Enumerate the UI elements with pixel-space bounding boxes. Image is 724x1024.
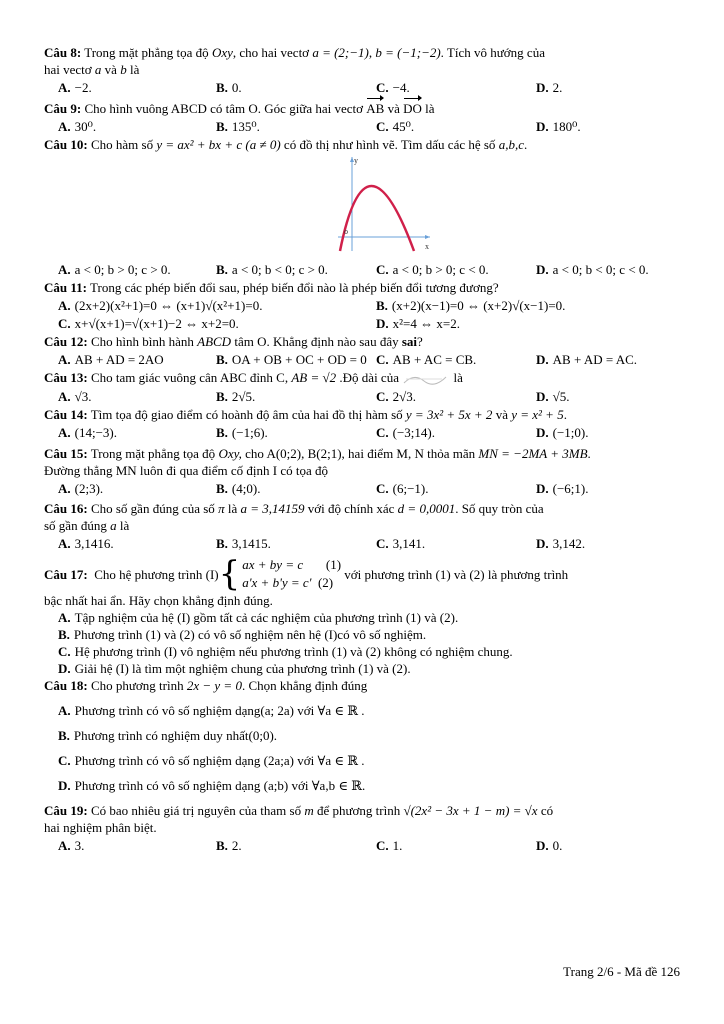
option-text: 2√5.: [231, 389, 256, 405]
option-text: Phương trình có vô số nghiệm dạng (a;b) với ∀a,b ∈ ℝ.: [74, 778, 366, 794]
option-text: 3,142.: [552, 536, 586, 552]
answer-option: [536, 79, 696, 96]
answer-option: [376, 315, 694, 332]
answer-option: [536, 351, 696, 368]
answer-option: [536, 424, 696, 441]
option-text: AB + AD = AC.: [552, 352, 638, 367]
vector-a: a = (2;−1): [312, 45, 369, 60]
option-letter: B.: [216, 425, 228, 441]
equation-system: { ax + by = c (1) a'x + b'y = c' (2): [218, 554, 342, 595]
option-text: (4;0).: [231, 481, 261, 497]
option-text: 30⁰.: [74, 119, 97, 134]
option-text: Tập nghiệm của hệ (I) gồm tất cả các nghiệm của phương trình (1) và (2).: [74, 610, 459, 626]
option-text: 2√3.: [392, 389, 417, 405]
option-letter: D.: [536, 838, 549, 854]
question-12: Câu 12: Cho hình bình hành ABCD tâm O. Khẳng định nào sau đây sai?: [44, 334, 423, 349]
option-letter: D.: [536, 262, 549, 277]
option-letter: D.: [536, 481, 549, 497]
answer-option: [376, 837, 536, 854]
option-letter: C.: [376, 80, 389, 95]
option-letter: B.: [216, 536, 228, 552]
answer-option: [376, 118, 536, 135]
y-label: y: [354, 156, 358, 165]
answer-option: [58, 660, 684, 677]
option-letter: A.: [58, 389, 71, 405]
question-label: Câu 15:: [44, 446, 88, 462]
vector-do: DO: [403, 97, 422, 117]
answer-option: [216, 388, 376, 405]
option-letter: C.: [376, 536, 389, 552]
option-text: 0.: [231, 80, 242, 95]
option-text: (−1;6).: [231, 425, 268, 441]
option-letter: A.: [58, 119, 71, 134]
option-text: (−6;1).: [552, 481, 589, 497]
answer-option: [536, 261, 696, 278]
option-letter: D.: [58, 661, 71, 677]
option-letter: C.: [376, 838, 389, 854]
option-text: 2.: [552, 80, 563, 95]
garbled-vector-image: [402, 371, 450, 387]
answer-option: [376, 79, 536, 96]
option-text: Giải hệ (I) là tìm một nghiệm chung của phương trình (1) và (2).: [74, 661, 411, 677]
answer-option: [536, 535, 696, 552]
vector-b: b = (−1;−2): [375, 45, 441, 60]
option-letter: C.: [58, 644, 71, 660]
question-14: Câu 14: Tìm tọa độ giao điểm có hoành độ âm của hai đồ thị hàm số y = 3x² + 5x + 2 và y = x² + 5.: [44, 407, 567, 423]
option-letter: A.: [58, 536, 71, 552]
question-label: Câu 10:: [44, 137, 88, 152]
option-text: a < 0; b < 0; c < 0.: [552, 262, 649, 277]
option-text: 180⁰.: [552, 119, 581, 134]
answer-option: [376, 351, 536, 368]
option-letter: B.: [216, 80, 228, 95]
question-label: Câu 9:: [44, 101, 82, 116]
answer-option: [536, 480, 696, 497]
option-letter: C.: [376, 389, 389, 405]
option-letter: B.: [216, 262, 228, 277]
option-letter: D.: [536, 425, 549, 441]
option-text: 3,1415.: [231, 536, 271, 552]
option-text: 1.: [392, 838, 403, 854]
question-label: Câu 11:: [44, 280, 87, 295]
option-letter: B.: [58, 728, 70, 744]
answer-option: [376, 480, 536, 497]
answer-option: [58, 752, 684, 769]
option-text: AB + AD = 2AO: [74, 352, 164, 367]
option-letter: A.: [58, 481, 71, 497]
option-letter: A.: [58, 838, 71, 854]
option-text: x+√(x+1)=√(x+1)−2 ⇔ x+2=0.: [74, 316, 239, 331]
question-label: Câu 19:: [44, 803, 88, 819]
option-text: −2.: [74, 80, 92, 95]
origin-label: o: [344, 227, 348, 236]
answer-option: [58, 424, 216, 441]
option-text: (x+2)(x−1)=0 ⇔ (x+2)√(x−1)=0.: [391, 298, 566, 313]
answer-option: [536, 118, 696, 135]
option-letter: B.: [216, 389, 228, 405]
answer-option: [58, 261, 216, 278]
option-text: OA + OB + OC + OD = 0: [231, 352, 367, 367]
option-text: (−1;0).: [552, 425, 589, 441]
answer-option: [58, 118, 216, 135]
option-text: 3,141.: [392, 536, 426, 552]
answer-option: [58, 79, 216, 96]
option-text: a < 0; b < 0; c > 0.: [231, 262, 328, 277]
question-9: Câu 9: Cho hình vuông ABCD có tâm O. Góc giữa hai vectơ AB và DO là: [44, 97, 684, 117]
answer-option: [376, 297, 694, 314]
option-text: (2x+2)(x²+1)=0 ⇔ (x+1)√(x²+1)=0.: [74, 298, 263, 313]
answer-option: [216, 351, 376, 368]
options-q11-cd: [58, 315, 684, 332]
answer-option: [58, 609, 684, 626]
option-text: 3.: [74, 838, 85, 854]
question-15: Câu 15: Trong mặt phẳng tọa độ Oxy, cho A(0;2), B(2;1), hai điểm M, N thỏa mãn MN = −2MA + 3MB. Đường thẳng MN luôn đi qua điểm cố định I có tọa độ: [44, 446, 591, 479]
option-text: Phương trình có vô số nghiệm dạng(a; 2a) với ∀a ∈ ℝ .: [74, 703, 365, 719]
option-letter: A.: [58, 610, 71, 626]
option-letter: C.: [376, 119, 389, 134]
option-letter: C.: [58, 753, 71, 769]
option-letter: D.: [536, 536, 549, 552]
option-letter: A.: [58, 703, 71, 719]
parabola-curve: [340, 186, 414, 251]
question-13: Câu 13: Cho tam giác vuông cân ABC đỉnh C, AB = √2 .Độ dài của là: [44, 369, 684, 387]
option-letter: B.: [376, 298, 388, 313]
question-18: Câu 18: Cho phương trình 2x − y = 0. Chọn khẳng định đúng: [44, 678, 368, 694]
question-16: Câu 16: Cho số gần đúng của số π là a = 3,14159 với độ chính xác d = 0,0001. Số quy tròn của số gần đúng a là: [44, 501, 544, 534]
question-label: Câu 18:: [44, 678, 88, 694]
option-text: x²=4 ⇔ x=2.: [392, 316, 460, 331]
option-text: Hệ phương trình (I) vô nghiệm nếu phương trình (1) và (2) không có nghiệm chung.: [74, 644, 513, 660]
options-q10: [58, 261, 684, 278]
option-letter: D.: [536, 389, 549, 405]
answer-option: [58, 702, 684, 719]
answer-option: [216, 261, 376, 278]
parabola-graph: [334, 155, 684, 259]
answer-option: [58, 837, 216, 854]
option-letter: B.: [216, 352, 228, 367]
option-text: (14;−3).: [74, 425, 117, 441]
option-text: 45⁰.: [392, 119, 415, 134]
answer-option: [58, 315, 376, 332]
question-19: Câu 19: Có bao nhiêu giá trị nguyên của tham số m để phương trình √(2x² − 3x + 1 − m) = √x có hai nghiệm phân biệt.: [44, 803, 554, 836]
option-letter: D.: [536, 352, 549, 367]
option-text: AB + AC = CB.: [392, 352, 477, 367]
option-text: √5.: [552, 389, 570, 405]
option-text: −4.: [392, 80, 410, 95]
option-text: Phương trình có vô số nghiệm dạng (2a;a) với ∀a ∈ ℝ .: [74, 753, 365, 769]
option-letter: B.: [216, 481, 228, 497]
option-letter: A.: [58, 262, 71, 277]
options-q18: [58, 702, 684, 794]
answer-option: [216, 837, 376, 854]
question-label: Câu 14:: [44, 407, 88, 423]
answer-option: [58, 727, 684, 744]
x-axis-arrow: [425, 235, 430, 239]
option-text: √3.: [74, 389, 92, 405]
answer-option: [376, 424, 536, 441]
option-letter: A.: [58, 80, 71, 95]
answer-option: [58, 777, 684, 794]
options-q12: [58, 351, 684, 368]
answer-option: [216, 424, 376, 441]
parabola-svg: [334, 155, 434, 255]
option-letter: C.: [376, 262, 389, 277]
option-letter: B.: [216, 838, 228, 854]
answer-option: [58, 351, 216, 368]
option-letter: A.: [58, 352, 71, 367]
option-letter: A.: [58, 425, 71, 441]
option-text: Phương trình (1) và (2) có vô số nghiệm nên hệ (I)có vô số nghiệm.: [73, 627, 427, 643]
option-letter: D.: [536, 119, 549, 134]
answer-option: [58, 388, 216, 405]
answer-option: [58, 626, 684, 643]
option-text: (2;3).: [74, 481, 104, 497]
answer-option: [376, 535, 536, 552]
option-letter: C.: [376, 425, 389, 441]
options-q15: [58, 480, 684, 497]
answer-option: [216, 480, 376, 497]
answer-option: [376, 261, 536, 278]
answer-option: [536, 388, 696, 405]
option-text: a < 0; b > 0; c > 0.: [74, 262, 171, 277]
answer-option: [216, 535, 376, 552]
vector-ab: AB: [366, 97, 384, 117]
answer-option: [58, 480, 216, 497]
option-text: 135⁰.: [231, 119, 260, 134]
option-text: a < 0; b > 0; c < 0.: [392, 262, 489, 277]
question-10: Câu 10: Cho hàm số y = ax² + bx + c (a ≠ 0) có đồ thị như hình vẽ. Tìm dấu các hệ số a,b,c.: [44, 137, 528, 152]
option-letter: C.: [376, 481, 389, 497]
option-text: Phương trình có nghiệm duy nhất(0;0).: [73, 728, 278, 744]
options-q11-ab: [58, 297, 684, 314]
option-text: 2.: [231, 838, 242, 854]
option-letter: B.: [58, 627, 70, 643]
answer-option: [216, 118, 376, 135]
option-letter: D.: [536, 80, 549, 95]
option-letter: C.: [376, 352, 389, 367]
option-letter: D.: [376, 316, 389, 331]
options-q19: [58, 837, 684, 854]
answer-option: [376, 388, 536, 405]
answer-option: [58, 535, 216, 552]
option-letter: C.: [58, 316, 71, 331]
question-label: Câu 17:: [44, 566, 88, 582]
options-q14: [58, 424, 684, 441]
options-q13: [58, 388, 684, 405]
answer-option: [58, 297, 376, 314]
answer-option: [536, 837, 696, 854]
x-label: x: [425, 242, 429, 251]
option-text: 3,1416.: [74, 536, 114, 552]
option-letter: D.: [58, 778, 71, 794]
option-text: 0.: [552, 838, 563, 854]
question-8: Câu 8: Trong mặt phẳng tọa độ Oxy, cho hai vectơ a = (2;−1), b = (−1;−2). Tích vô hướng của hai vectơ a và b là: [44, 45, 545, 77]
exam-page: [44, 44, 684, 855]
question-label: Câu 12:: [44, 334, 88, 349]
option-text: (6;−1).: [392, 481, 429, 497]
question-11: Câu 11: Trong các phép biến đổi sau, phép biến đổi nào là phép biến đổi tương đương?: [44, 280, 499, 295]
options-q9: [58, 118, 684, 135]
option-text: (−3;14).: [392, 425, 435, 441]
question-label: Câu 16:: [44, 501, 88, 517]
options-q8: [58, 79, 684, 96]
question-label: Câu 13:: [44, 370, 88, 385]
answer-option: [216, 79, 376, 96]
answer-option: [58, 643, 684, 660]
option-letter: B.: [216, 119, 228, 134]
options-q17: [58, 609, 684, 677]
question-17: Câu 17: Cho hệ phương trình (I) { ax + by = c (1) a'x + b'y = c' (2) với phương trình (1) và (2) là phương trình bậc nhất hai ẩn. Hãy chọn khẳng định đúng.: [44, 554, 569, 609]
options-q16: [58, 535, 684, 552]
option-letter: A.: [58, 298, 71, 313]
question-label: Câu 8:: [44, 45, 82, 60]
page-footer: Trang 2/6 - Mã đề 126: [563, 964, 680, 979]
